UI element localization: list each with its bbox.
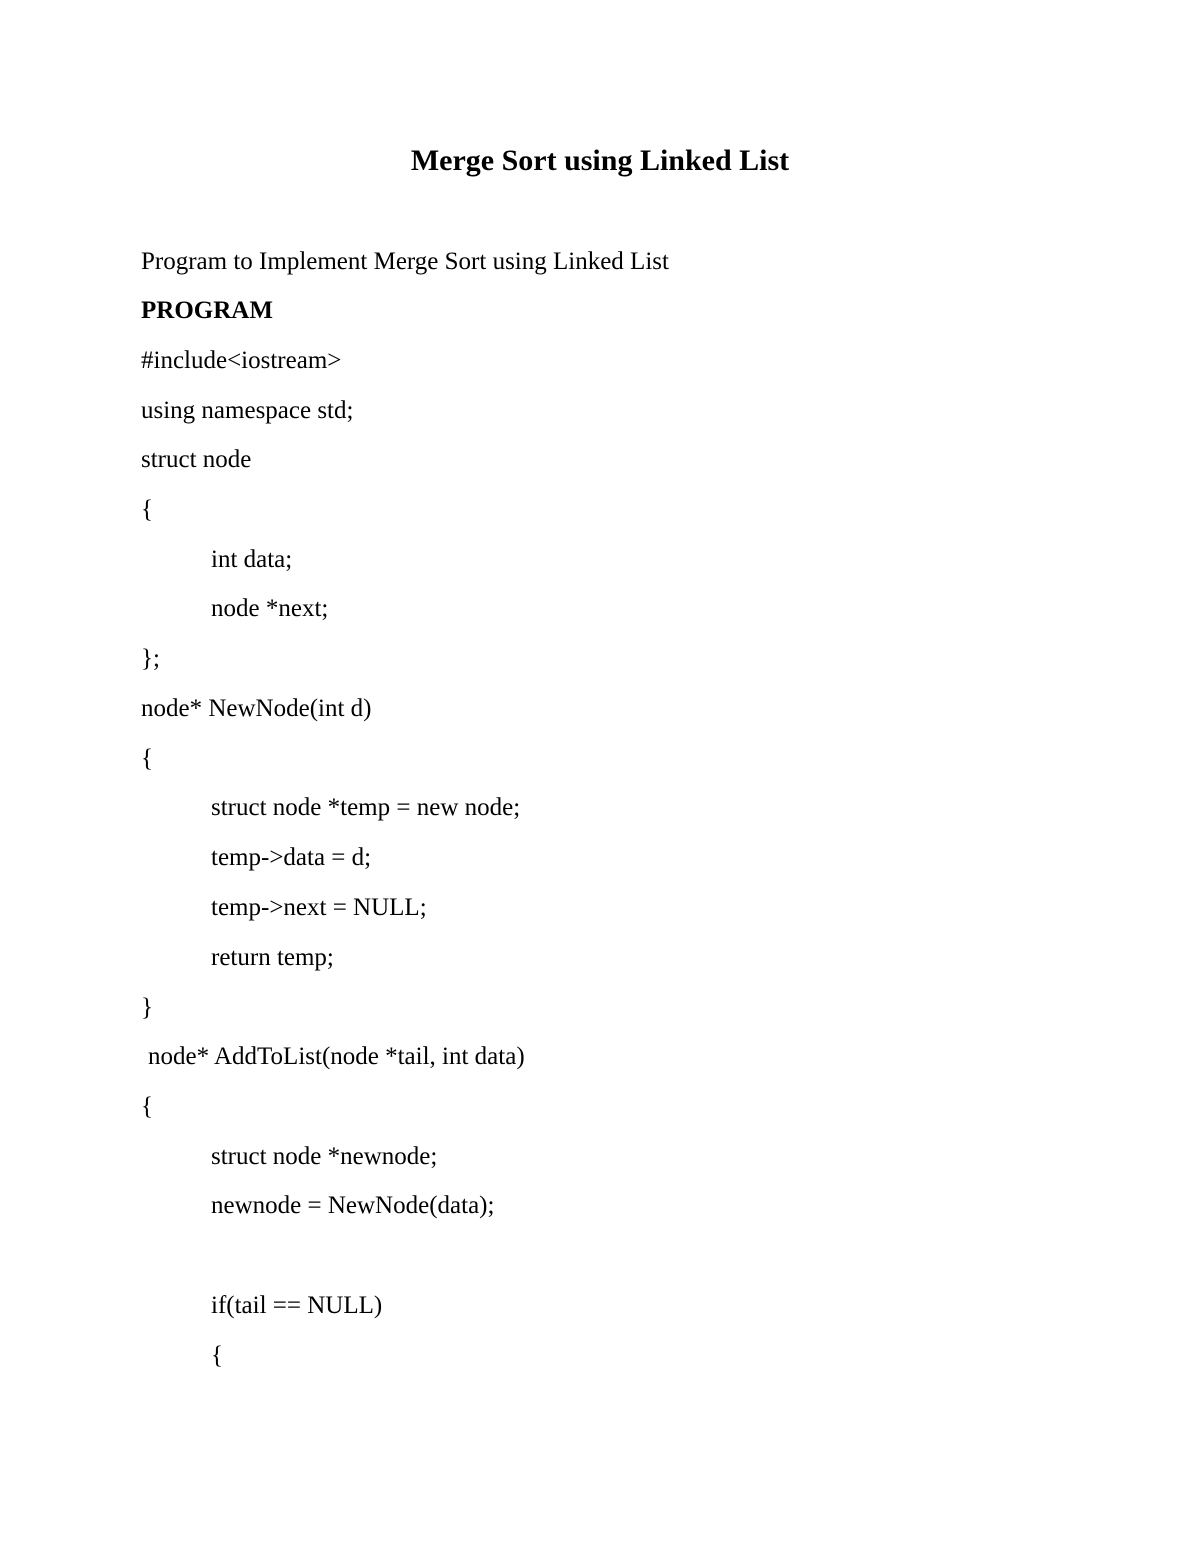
code-line: node* NewNode(int d) xyxy=(141,695,372,722)
code-line: #include<iostream> xyxy=(141,347,342,374)
code-line: int data; xyxy=(211,546,293,573)
code-line: { xyxy=(211,1342,223,1369)
code-line: { xyxy=(141,745,153,772)
code-line: { xyxy=(141,1093,153,1120)
page-title: Merge Sort using Linked List xyxy=(410,144,790,177)
code-line: if(tail == NULL) xyxy=(211,1292,383,1319)
intro-text: Program to Implement Merge Sort using Linked List xyxy=(141,248,669,275)
code-line: return temp; xyxy=(211,944,334,971)
code-line: } xyxy=(141,994,153,1021)
code-line: struct node *newnode; xyxy=(211,1143,438,1170)
code-line: node *next; xyxy=(211,595,329,622)
code-line: struct node xyxy=(141,446,252,473)
code-line: temp->next = NULL; xyxy=(211,894,427,921)
code-line: { xyxy=(141,496,153,523)
code-line: newnode = NewNode(data); xyxy=(211,1192,495,1219)
code-line: temp->data = d; xyxy=(211,844,372,871)
program-heading: PROGRAM xyxy=(141,297,273,324)
code-line: }; xyxy=(141,645,160,672)
code-line: node* AddToList(node *tail, int data) xyxy=(148,1043,525,1070)
code-line: struct node *temp = new node; xyxy=(211,794,521,821)
code-line: using namespace std; xyxy=(141,397,354,424)
